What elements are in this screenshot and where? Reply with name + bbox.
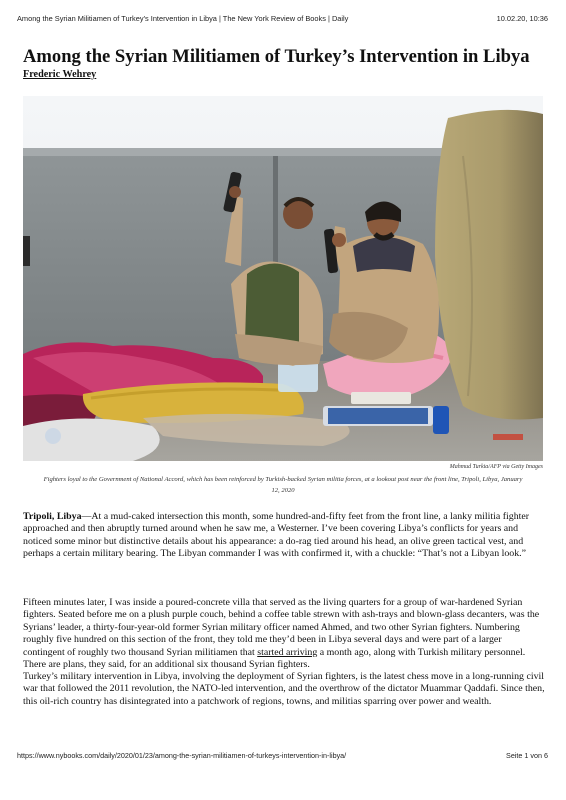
photo-caption: Fighters loyal to the Government of National Accord, which has been reinforced by Turkish-backed Syrian militia forces, at a lookout post near the front line, Tripoli, Libya, January 12, 2020 xyxy=(43,476,523,494)
article-photo xyxy=(23,96,543,461)
paragraph-3: Turkey’s military intervention in Libya, involving the deployment of Syrian fighters, is the latest chess move in a long-running civil war that followed the 2011 revolution, the NATO-led intervention, and the overthrow of the dictator Muammar Qaddafi. Since then, this oil-rich country has disintegrated into a patchwork of regions, towns, and militias sparring over power and wealth. xyxy=(23,671,545,707)
author-link[interactable]: Frederic Wehrey xyxy=(23,69,97,80)
dateline: Tripoli, Libya xyxy=(23,511,82,522)
paragraph-1-text: —At a mud-caked intersection this month, some hundred-and-fifty feet from the front line, a lanky militia fighter approached and then abruptly turned around when he saw me, a Westerner. I’ve been covering Libya’s conflicts for years and noticed some minor but distinctive details about his appearance: a do-rag tied around his head, an olive green tactical vest, and perhaps a certain military bearing. The Libyan commander I was with confirmed it, with a chuckle: “That’s not a Libyan look.” xyxy=(23,511,530,560)
print-header-title: Among the Syrian Militiamen of Turkey’s Intervention in Libya | The New York Review of Books | Daily xyxy=(17,14,349,23)
started-arriving-link[interactable]: started arriving xyxy=(257,646,318,658)
paragraph-2-text-a: Fifteen minutes later, I was inside a poured-concrete villa that served as the living quarters for a group of war-hardened Syrian fighters. Seated before me on a plush purple couch, behind a coffee table strewn with ash-trays and blown-glass decanters, was the Syrians’ leader, a thirty-four-year-old former Syrian military officer named Ahmed, and two other Syrian fighters. Numbering roughly five hundred on this section of the front, they told me they’d been in Libya several days and were part of a larger contingent of roughly two thousand Syrian militiamen that xyxy=(23,597,540,658)
print-footer-url: https://www.nybooks.com/daily/2020/01/23/among-the-syrian-militiamen-of-turkeys-intervention-in-libya/ xyxy=(17,751,347,760)
paragraph-1 xyxy=(23,511,545,561)
article-title: Among the Syrian Militiamen of Turkey’s Intervention in Libya xyxy=(23,46,530,67)
paragraph-2 xyxy=(23,597,545,671)
photo-credit: Mahmud Turkia/AFP via Getty Images xyxy=(449,464,543,470)
paragraph-2-text-b: a month ago, along with Turkish military personnel. There are plans, they said, for an additional six thousand Syrian fighters. xyxy=(23,646,526,671)
print-header-datetime: 10.02.20, 10:36 xyxy=(496,14,548,23)
print-footer-page: Seite 1 von 6 xyxy=(506,751,548,760)
